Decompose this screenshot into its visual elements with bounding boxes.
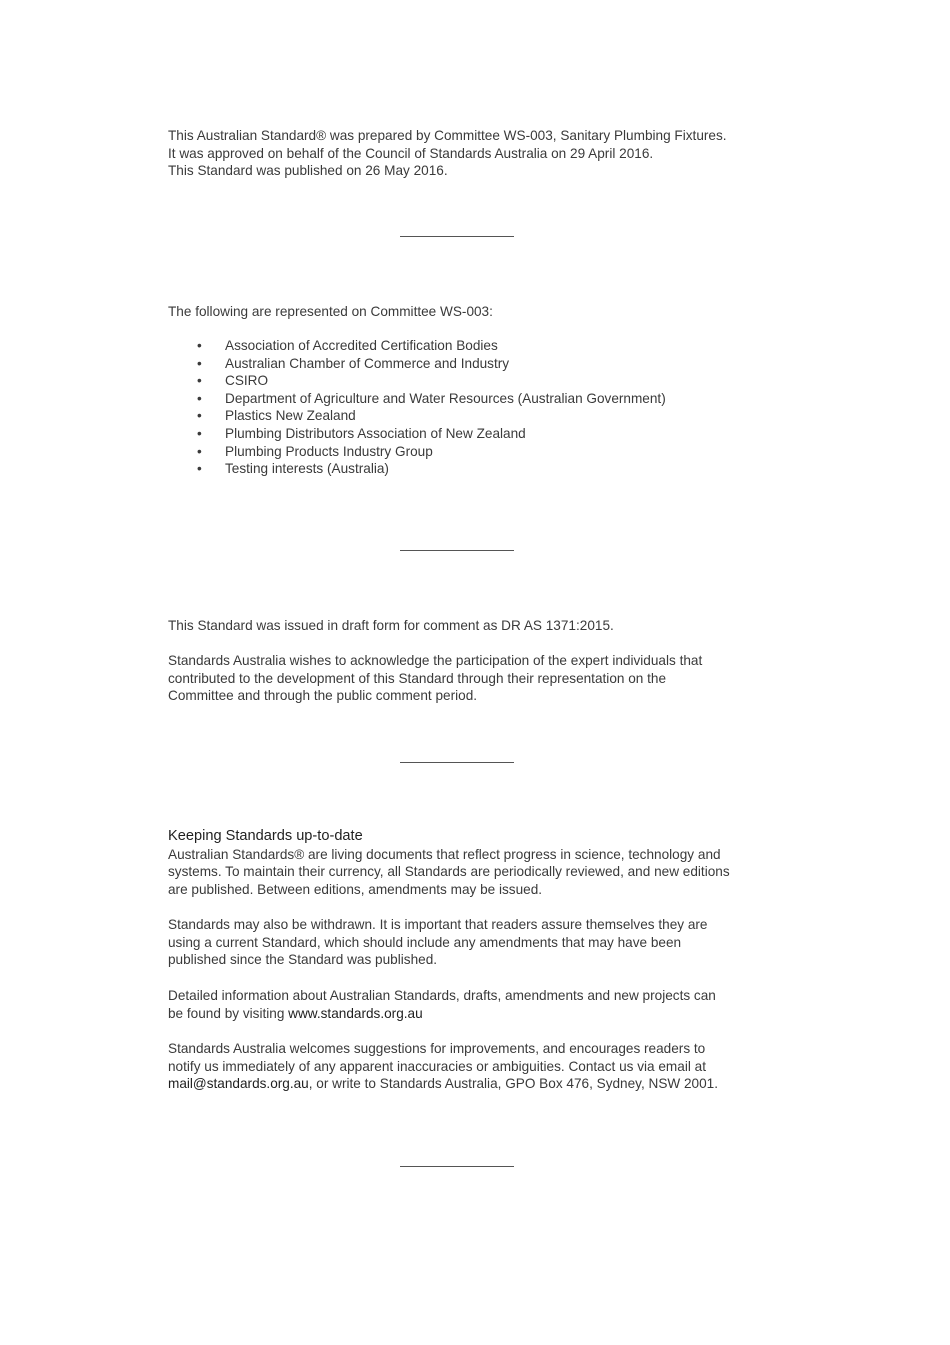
member-name: Testing interests (Australia) [225, 461, 389, 477]
bullet: • [197, 338, 202, 353]
ack-line: Standards Australia wishes to acknowledge the participation of the expert individuals that [168, 653, 703, 668]
paragraph-text: , or write to Standards Australia, GPO Box 476, Sydney, NSW 2001. [308, 1076, 719, 1092]
committee-intro-text: The following are represented on Committee WS-003: [168, 304, 493, 319]
draft-statement [168, 617, 758, 635]
member-name: CSIRO [225, 373, 269, 389]
bullet: • [197, 373, 202, 389]
member-name: Department of Agriculture and Water Resources (Australian Government) [225, 390, 666, 406]
section-divider [400, 236, 514, 237]
paragraph-text: be found by visiting [168, 1005, 289, 1021]
list-item [168, 443, 758, 461]
draft-issued-text: This Standard was issued in draft form for comment as DR AS 1371:2015. [168, 618, 614, 633]
paragraph-line: systems. To maintain their currency, all Standards are periodically reviewed, and new editions [168, 864, 730, 880]
member-name: Plumbing Distributors Association of New Zealand [225, 425, 526, 441]
ack-line: contributed to the development of this Standard through their representation on the [168, 670, 667, 686]
prep-line-approval: It was approved on behalf of the Council of Standards Australia on 29 April 2016. [168, 145, 654, 161]
uptodate-section [168, 828, 758, 898]
member-name: Plumbing Products Industry Group [225, 443, 433, 459]
section-divider [400, 1166, 514, 1167]
paragraph-line [168, 1075, 758, 1093]
paragraph-line: using a current Standard, which should include any amendments that may have been [168, 934, 682, 950]
paragraph-line: Standards may also be withdrawn. It is important that readers assure themselves they are [168, 917, 708, 932]
member-name: Australian Chamber of Commerce and Industry [225, 355, 510, 371]
bullet: • [197, 443, 202, 459]
paragraph-line: published since the Standard was published. [168, 952, 438, 968]
list-item [168, 355, 758, 373]
list-item [168, 425, 758, 443]
contact-paragraph [168, 1040, 758, 1093]
paragraph-line: Detailed information about Australian Standards, drafts, amendments and new projects can [168, 988, 716, 1003]
paragraph-line [168, 1005, 758, 1023]
list-item [168, 390, 758, 408]
section-divider [400, 762, 514, 763]
bullet: • [197, 461, 202, 477]
ack-line: Committee and through the public comment period. [168, 688, 478, 704]
preparation-statement [168, 127, 758, 180]
committee-members-list [168, 337, 758, 478]
website-link[interactable]: www.standards.org.au [288, 1005, 423, 1021]
committee-intro [168, 303, 758, 321]
bullet: • [197, 390, 202, 406]
section-divider [400, 550, 514, 551]
section-heading: Keeping Standards up-to-date [168, 828, 363, 844]
list-item [168, 372, 758, 390]
withdrawn-paragraph [168, 916, 758, 969]
email-link[interactable]: mail@standards.org.au [168, 1076, 309, 1092]
bullet: • [197, 355, 202, 371]
member-name: Association of Accredited Certification Bodies [225, 338, 498, 353]
paragraph-line: notify us immediately of any apparent inaccuracies or ambiguities. Contact us via email at [168, 1058, 706, 1074]
bullet: • [197, 425, 202, 441]
acknowledgement [168, 652, 758, 705]
prep-line-committee: This Australian Standard® was prepared by Committee WS-003, Sanitary Plumbing Fixtures. [168, 128, 727, 143]
prep-line-published: This Standard was published on 26 May 2016. [168, 163, 448, 179]
list-item [168, 460, 758, 478]
paragraph-line: are published. Between editions, amendments may be issued. [168, 881, 543, 897]
list-item [168, 407, 758, 425]
info-paragraph [168, 987, 758, 1022]
paragraph-line: Australian Standards® are living documents that reflect progress in science, technology and [168, 846, 721, 862]
member-name: Plastics New Zealand [225, 408, 356, 424]
bullet: • [197, 408, 202, 424]
list-item [168, 337, 758, 355]
paragraph-line: Standards Australia welcomes suggestions for improvements, and encourages readers to [168, 1041, 706, 1056]
